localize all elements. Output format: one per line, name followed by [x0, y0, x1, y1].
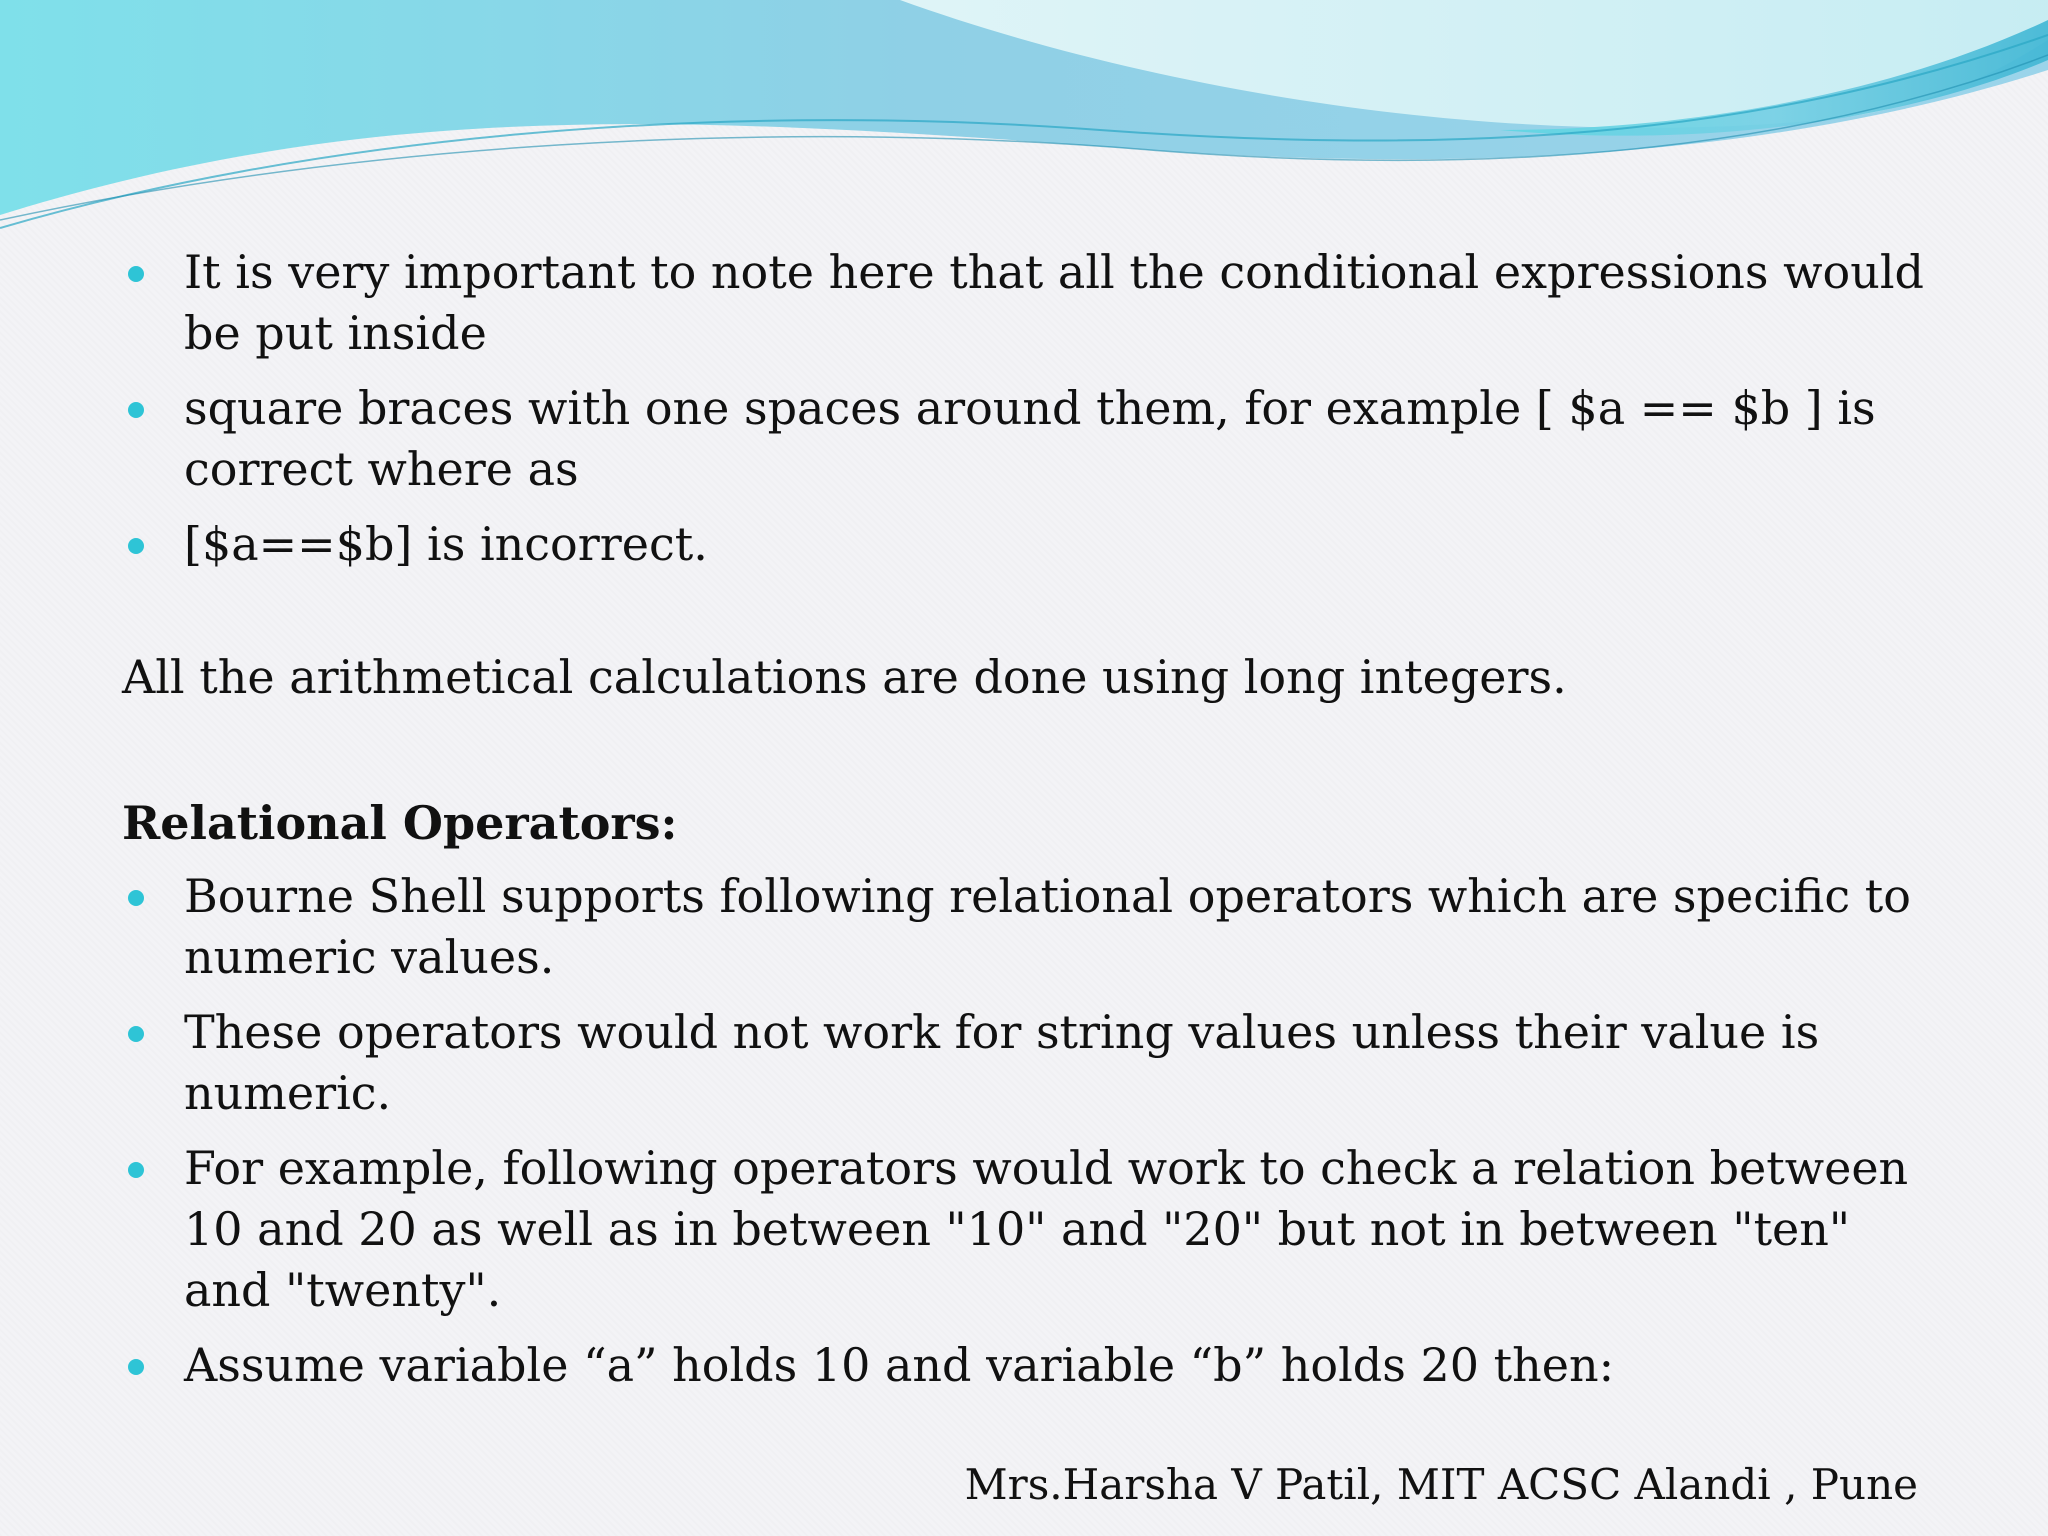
bullet-list-top	[122, 242, 1942, 575]
list-item	[122, 378, 1942, 500]
section-heading: Relational Operators:	[122, 796, 678, 850]
bullet-icon	[128, 402, 144, 418]
bullet-icon	[128, 1359, 144, 1375]
bullet-list-bottom	[122, 866, 1942, 1396]
list-item	[122, 242, 1942, 364]
footer-credit: Mrs.Harsha V Patil, MIT ACSC Alandi , Pune	[964, 1460, 1918, 1509]
list-item-text: It is very important to note here that all the conditional expressions would be put inside	[184, 245, 1925, 360]
list-item-text: [$a==$b] is incorrect.	[184, 517, 708, 571]
list-item	[122, 1335, 1942, 1396]
bullet-icon	[128, 1162, 144, 1178]
list-item	[122, 514, 1942, 575]
arithmetic-note: All the arithmetical calculations are done using long integers.	[122, 650, 1567, 704]
bullet-icon	[128, 538, 144, 554]
list-item-text: Assume variable “a” holds 10 and variable “b” holds 20 then:	[184, 1338, 1615, 1392]
list-item	[122, 1002, 1942, 1124]
list-item	[122, 866, 1942, 988]
list-item	[122, 1138, 1942, 1321]
bullet-icon	[128, 1026, 144, 1042]
bullet-icon	[128, 266, 144, 282]
header-wave-decoration	[0, 0, 2048, 240]
list-item-text: These operators would not work for string values unless their value is numeric.	[184, 1005, 1820, 1120]
bullet-icon	[128, 890, 144, 906]
list-item-text: Bourne Shell supports following relational operators which are specific to numeric values.	[184, 869, 1911, 984]
list-item-text: For example, following operators would work to check a relation between 10 and 20 as well as in between "10" and "20" but not in between "ten" and "twenty".	[184, 1141, 1909, 1317]
list-item-text: square braces with one spaces around them, for example [ $a == $b ] is correct where as	[184, 381, 1876, 496]
slide-content	[122, 242, 1942, 1410]
